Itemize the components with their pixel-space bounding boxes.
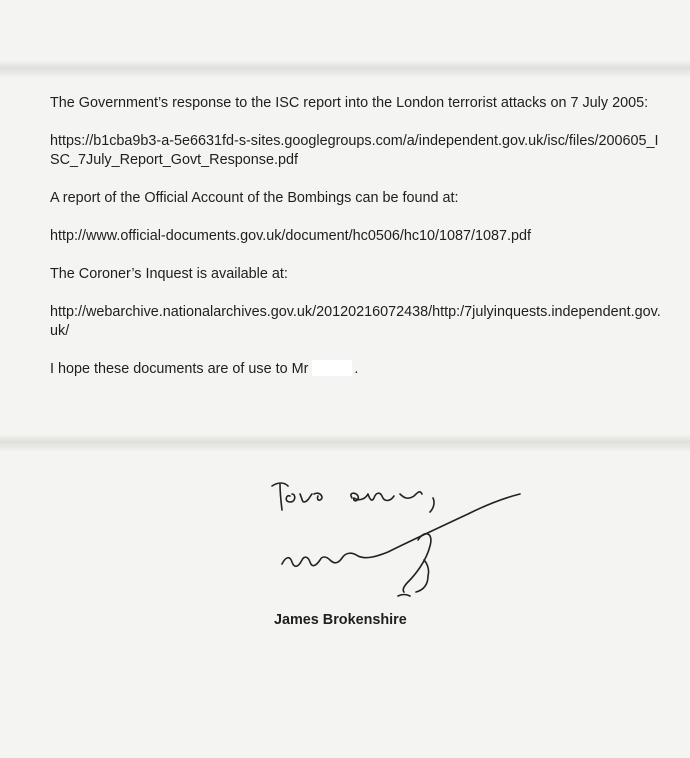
isc-response-url: https://b1cba9b3-a-5e6631fd-s-sites.googlegroups.com/a/independent.gov.uk/isc/files/200605_ISC_7July_Report_Govt_Response.pdf bbox=[50, 133, 659, 168]
redaction-box bbox=[312, 360, 352, 376]
letter-body bbox=[50, 94, 665, 398]
closing-period: . bbox=[354, 361, 359, 377]
official-account-paragraph: A report of the Official Account of the Bombings can be found at: bbox=[50, 190, 459, 206]
govt-response-paragraph: The Government’s response to the ISC report into the London terrorist attacks on 7 July 2005: bbox=[50, 95, 649, 111]
coroners-inquest-paragraph: The Coroner’s Inquest is available at: bbox=[50, 266, 288, 282]
paper-fold-middle bbox=[0, 434, 690, 452]
paper-fold-top bbox=[0, 60, 690, 78]
signatory-name: James Brokenshire bbox=[274, 612, 407, 628]
coroners-inquest-url: http://webarchive.nationalarchives.gov.uk/20120216072438/http:/7julyinquests.independent.gov.uk/ bbox=[50, 304, 661, 339]
handwritten-signoff bbox=[268, 472, 538, 612]
handwritten-signature-icon bbox=[268, 472, 538, 612]
official-account-url: http://www.official-documents.gov.uk/document/hc0506/hc10/1087/1087.pdf bbox=[50, 228, 532, 244]
closing-text: I hope these documents are of use to Mr bbox=[50, 361, 309, 377]
closing-paragraph bbox=[50, 360, 665, 379]
